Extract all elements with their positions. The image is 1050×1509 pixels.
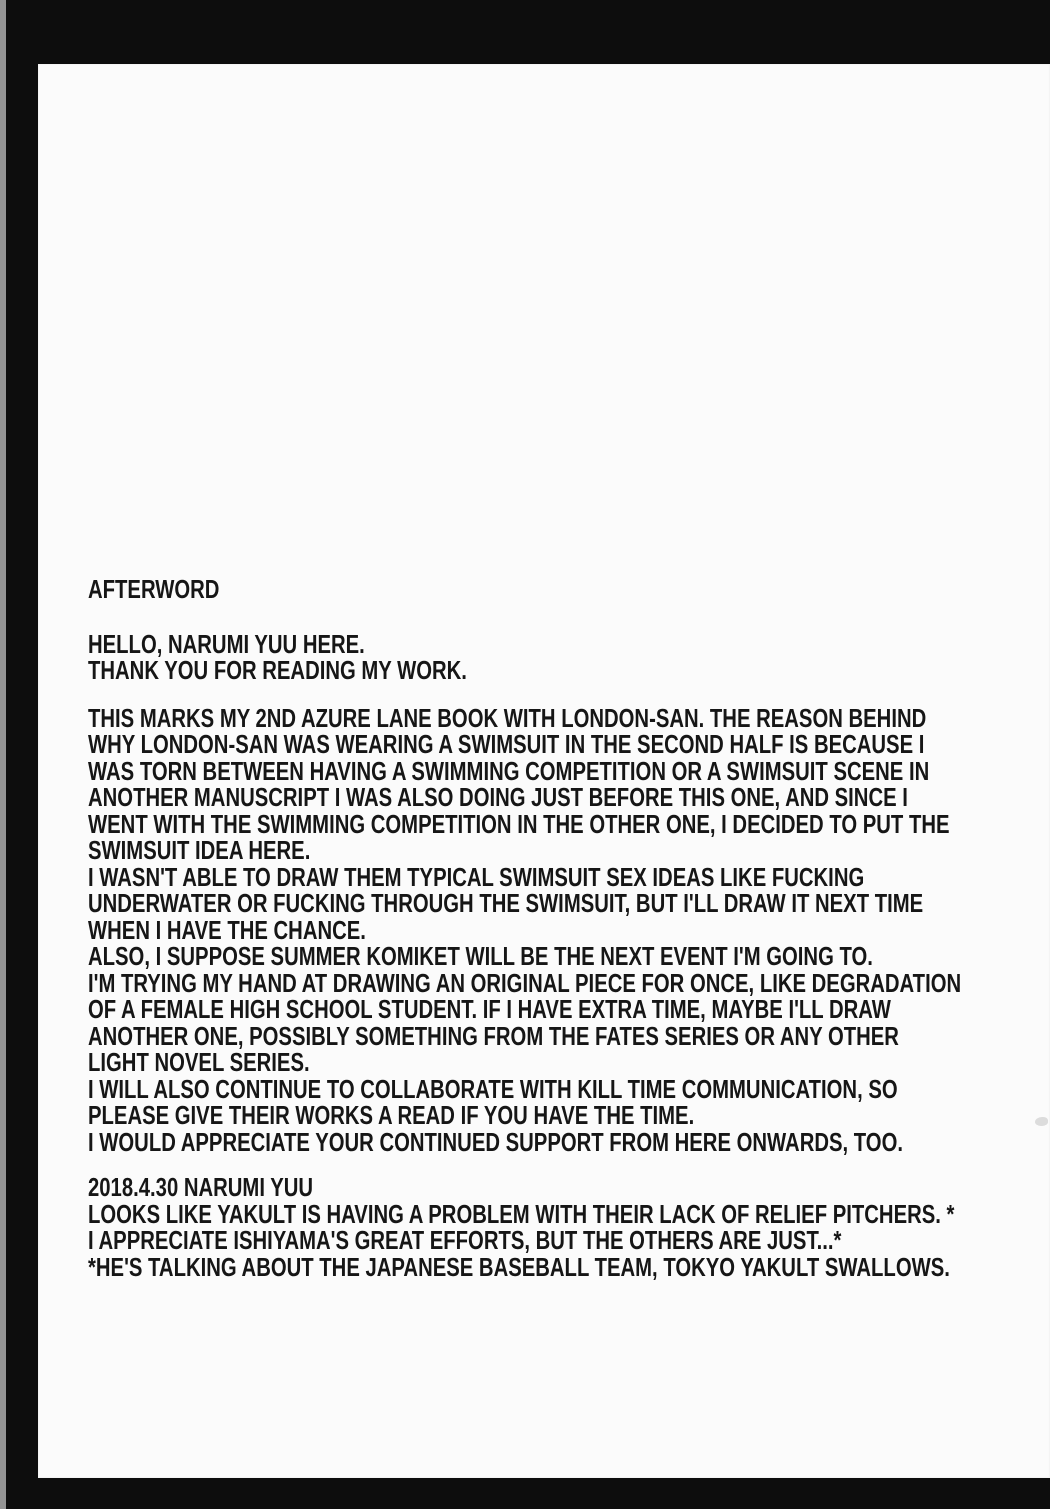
text-line: WENT WITH THE SWIMMING COMPETITION IN THE OTHER ONE, I DECIDED TO PUT THE [88, 808, 950, 839]
text-line: I WILL ALSO CONTINUE TO COLLABORATE WITH KILL TIME COMMUNICATION, SO [88, 1073, 898, 1104]
afterword-text-column [88, 576, 1038, 1280]
text-line: *HE'S TALKING ABOUT THE JAPANESE BASEBALL TEAM, TOKYO YAKULT SWALLOWS. [88, 1251, 950, 1282]
text-line: I'M TRYING MY HAND AT DRAWING AN ORIGINAL PIECE FOR ONCE, LIKE DEGRADATION [88, 967, 962, 998]
text-line: UNDERWATER OR FUCKING THROUGH THE SWIMSUIT, BUT I'LL DRAW IT NEXT TIME [88, 888, 924, 918]
text-line: ANOTHER ONE, POSSIBLY SOMETHING FROM THE FATES SERIES OR ANY OTHER [88, 1020, 899, 1051]
text-line: 2018.4.30 NARUMI YUU [88, 1172, 314, 1202]
signoff-paragraph [88, 1174, 1038, 1280]
text-line: LIGHT NOVEL SERIES. [88, 1047, 310, 1077]
text-line: WAS TORN BETWEEN HAVING A SWIMMING COMPETITION OR A SWIMSUIT SCENE IN [88, 755, 930, 786]
page-title: AFTERWORD [88, 574, 220, 604]
text-line: ANOTHER MANUSCRIPT I WAS ALSO DOING JUST BEFORE THIS ONE, AND SINCE I [88, 782, 908, 812]
text-line: WHEN I HAVE THE CHANCE. [88, 914, 366, 945]
text-line: THANK YOU FOR READING MY WORK. [88, 655, 467, 685]
scanner-edge-strip [0, 0, 6, 1509]
text-line: HELLO, NARUMI YUU HERE. [88, 628, 365, 659]
text-line: THIS MARKS MY 2ND AZURE LANE BOOK WITH LONDON-SAN. THE REASON BEHIND [88, 702, 927, 733]
text-line: SWIMSUIT IDEA HERE. [88, 835, 311, 865]
text-line: WHY LONDON-SAN WAS WEARING A SWIMSUIT IN THE SECOND HALF IS BECAUSE I [88, 729, 925, 759]
text-line: OF A FEMALE HIGH SCHOOL STUDENT. IF I HAVE EXTRA TIME, MAYBE I'LL DRAW [88, 994, 891, 1024]
text-line: LOOKS LIKE YAKULT IS HAVING A PROBLEM WITH THEIR LACK OF RELIEF PITCHERS. * [88, 1198, 955, 1229]
text-line: ALSO, I SUPPOSE SUMMER KOMIKET WILL BE THE NEXT EVENT I'M GOING TO. [88, 941, 873, 971]
body-paragraph [88, 702, 1038, 1157]
text-line: I APPRECIATE ISHIYAMA'S GREAT EFFORTS, BUT THE OTHERS ARE JUST...* [88, 1225, 842, 1255]
text-line: I WOULD APPRECIATE YOUR CONTINUED SUPPORT FROM HERE ONWARDS, TOO. [88, 1126, 904, 1157]
greeting-paragraph [88, 628, 1038, 685]
text-line: I WASN'T ABLE TO DRAW THEM TYPICAL SWIMSUIT SEX IDEAS LIKE FUCKING [88, 861, 865, 892]
afterword-heading [88, 576, 1038, 603]
scan-artifact [1035, 1117, 1048, 1126]
document-page [38, 64, 1050, 1478]
text-line: PLEASE GIVE THEIR WORKS A READ IF YOU HAVE THE TIME. [88, 1100, 695, 1130]
